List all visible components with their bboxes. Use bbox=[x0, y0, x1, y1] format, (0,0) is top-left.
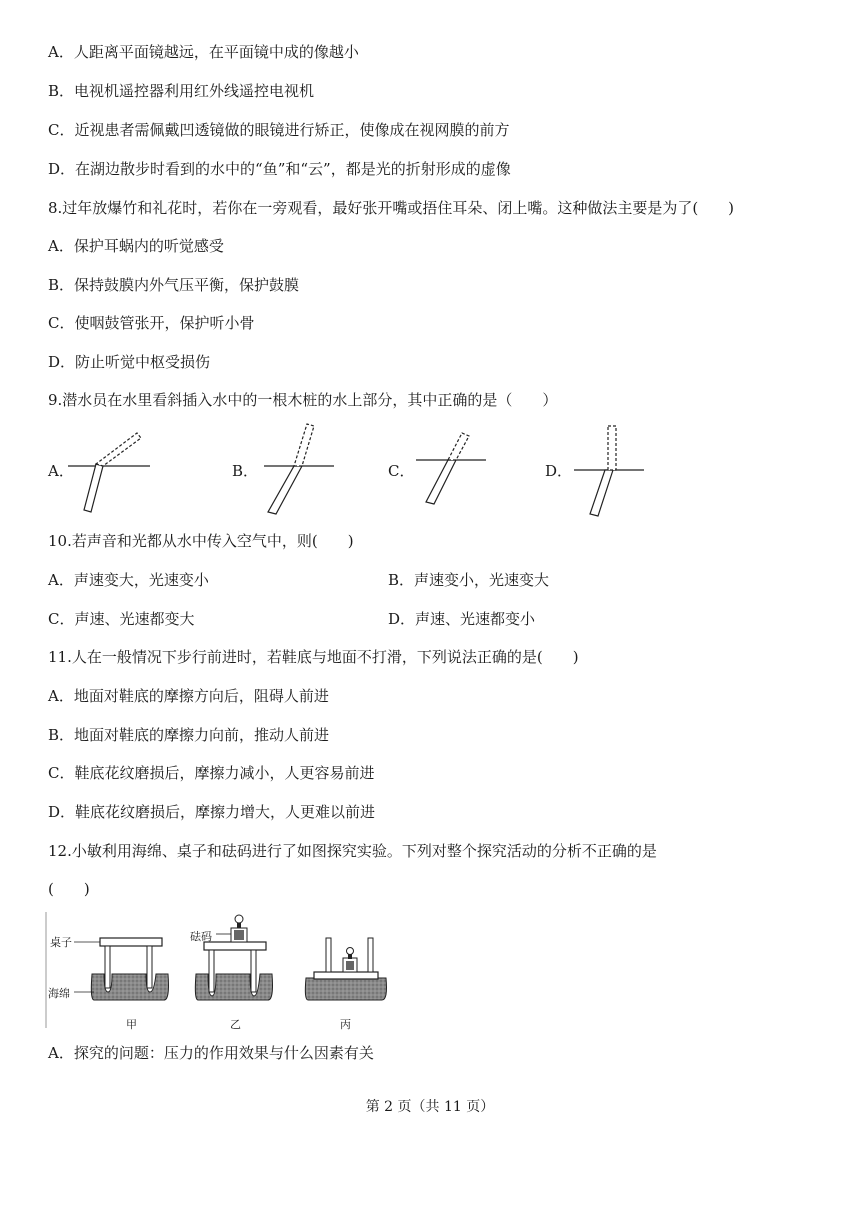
q9-label-c: C． bbox=[388, 462, 415, 480]
label-weight: 砝码 bbox=[190, 930, 212, 943]
q9-label-d: D． bbox=[545, 462, 573, 480]
q9-stem: 9.潜水员在水里看斜插入水中的一根木桩的水上部分，其中正确的是（ ） bbox=[48, 391, 558, 409]
q10-option-d: D．声速、光速都变小 bbox=[388, 610, 536, 628]
q10-stem: 10.若声音和光都从水中传入空气中，则( ) bbox=[48, 532, 354, 550]
q7-option-c: C．近视患者需佩戴凹透镜做的眼镜进行矫正，使像成在视网膜的前方 bbox=[48, 121, 510, 139]
q10-option-c: C．声速、光速都变大 bbox=[48, 610, 195, 628]
caption-bing: 丙 bbox=[340, 1018, 351, 1031]
q10-option-a: A．声速变大，光速变小 bbox=[48, 571, 209, 589]
q11-stem: 11.人在一般情况下步行前进时，若鞋底与地面不打滑，下列说法正确的是( ) bbox=[48, 648, 579, 666]
q12-option-a: A．探究的问题：压力的作用效果与什么因素有关 bbox=[48, 1044, 374, 1062]
q9-figure-b bbox=[258, 422, 338, 522]
label-sponge: 海绵 bbox=[48, 987, 70, 1000]
q9-figure-c bbox=[414, 428, 494, 508]
q12-answer-paren: ( ) bbox=[48, 880, 90, 898]
q9-figure-d bbox=[572, 422, 652, 522]
q11-option-b: B．地面对鞋底的摩擦力向前，推动人前进 bbox=[48, 726, 330, 744]
q7-option-d: D．在湖边散步时看到的水中的“鱼”和“云”，都是光的折射形成的虚像 bbox=[48, 160, 511, 178]
q10-option-b: B．声速变小，光速变大 bbox=[388, 571, 550, 589]
q8-option-c: C．使咽鼓管张开，保护听小骨 bbox=[48, 314, 255, 332]
q9-figure-a bbox=[68, 428, 178, 518]
caption-yi: 乙 bbox=[230, 1018, 241, 1031]
q11-option-c: C．鞋底花纹磨损后，摩擦力减小，人更容易前进 bbox=[48, 764, 375, 782]
q9-label-a: A． bbox=[48, 462, 74, 480]
q8-option-b: B．保持鼓膜内外气压平衡，保护鼓膜 bbox=[48, 276, 300, 294]
q8-option-a: A．保护耳蜗内的听觉感受 bbox=[48, 237, 224, 255]
q7-option-a: A．人距离平面镜越远，在平面镜中成的像越小 bbox=[48, 43, 359, 61]
q7-option-b: B．电视机遥控器利用红外线遥控电视机 bbox=[48, 82, 315, 100]
caption-jia: 甲 bbox=[126, 1018, 137, 1031]
q8-stem: 8.过年放爆竹和礼花时，若你在一旁观看，最好张开嘴或捂住耳朵、闭上嘴。这种做法主要是为了( ) bbox=[48, 199, 735, 217]
page-footer: 第 2 页（共 11 页） bbox=[365, 1099, 495, 1115]
q9-label-b: B． bbox=[232, 462, 259, 480]
q12-experiment-figure bbox=[44, 912, 404, 1034]
q8-option-d: D．防止听觉中枢受损伤 bbox=[48, 353, 211, 371]
q11-option-d: D．鞋底花纹磨损后，摩擦力增大，人更难以前进 bbox=[48, 803, 376, 821]
q11-option-a: A．地面对鞋底的摩擦方向后，阻碍人前进 bbox=[48, 687, 329, 705]
label-table: 桌子 bbox=[50, 936, 72, 949]
q12-stem: 12.小敏利用海绵、桌子和砝码进行了如图探究实验。下列对整个探究活动的分析不正确的是 bbox=[48, 842, 657, 860]
